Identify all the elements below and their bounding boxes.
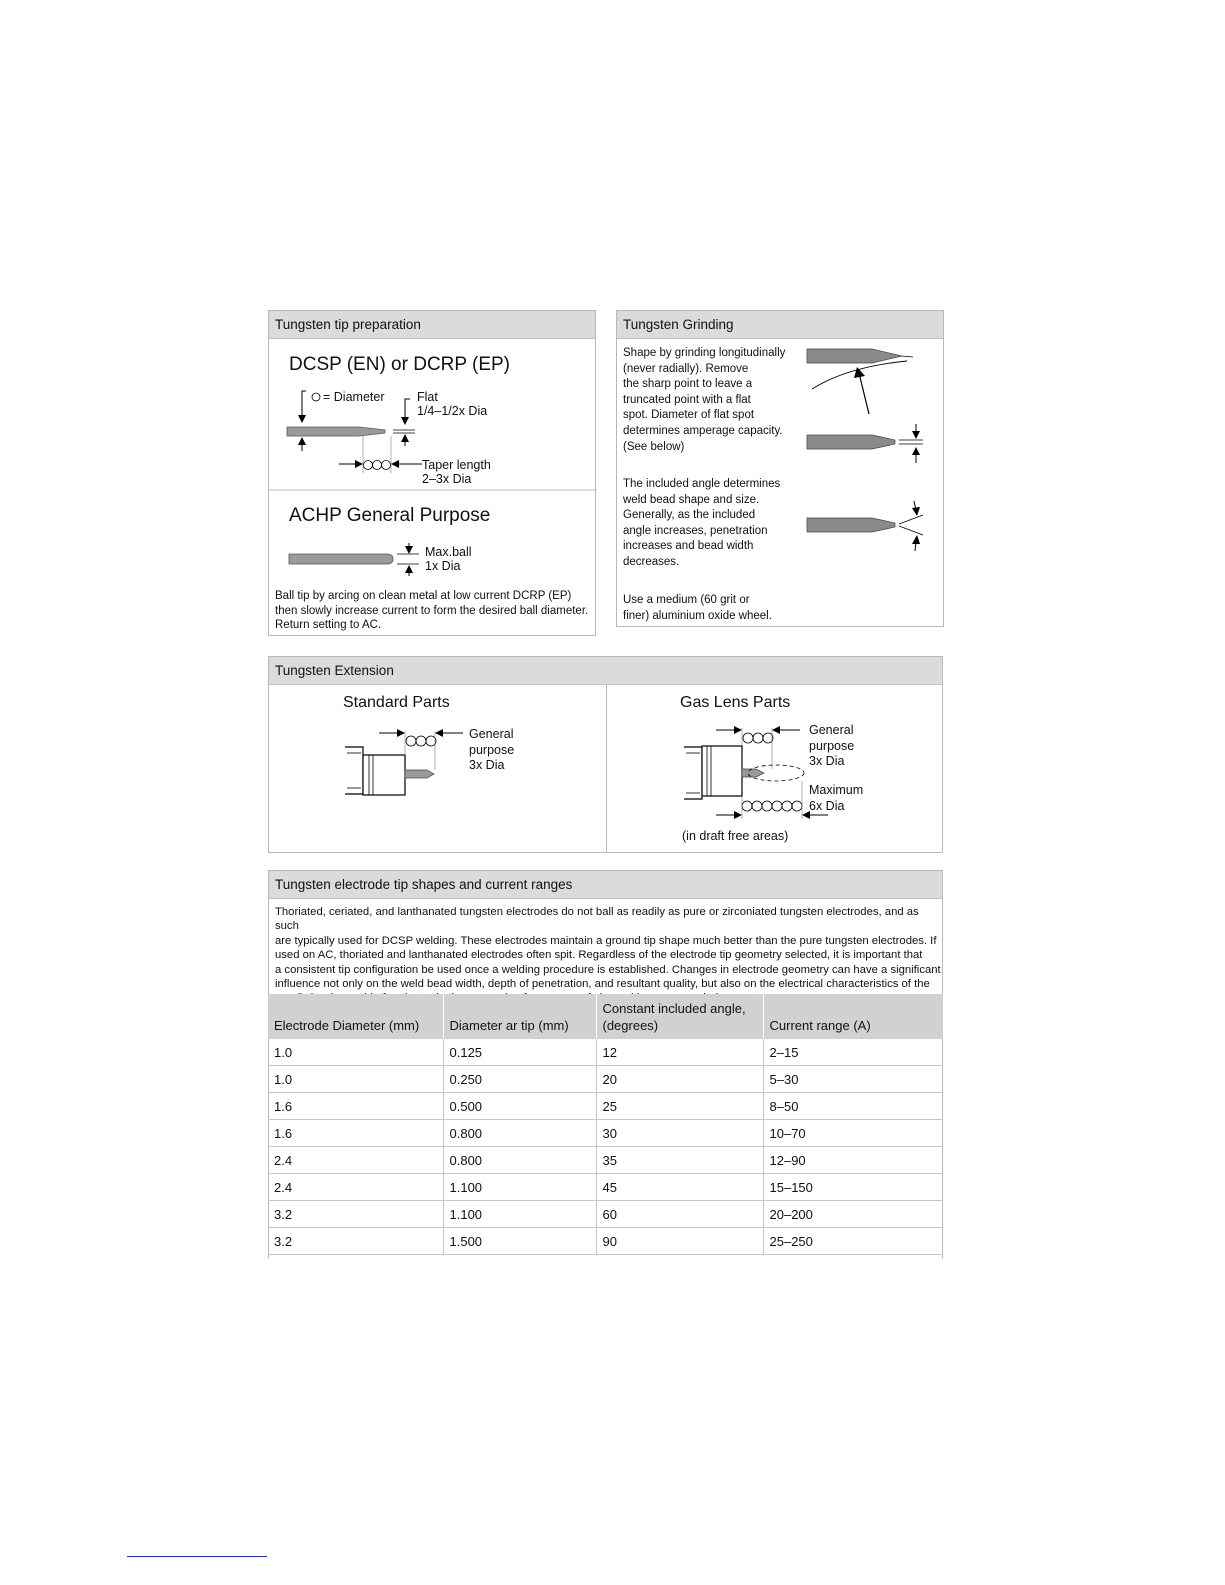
table-row: 2.4 1.100 45 15–150	[268, 1174, 943, 1201]
dcsp-title: DCSP (EN) or DCRP (EP)	[289, 354, 510, 375]
grinding-paragraph-3: Use a medium (60 grit or finer) aluminium oxide wheel.	[623, 594, 772, 622]
grinding-paragraph-1: Shape by grinding longitudinally (never radially). Remove the sharp point to leave a truncated point with a flat spot. Diameter of flat spot determines amperage capacity. (See below)	[623, 347, 786, 453]
ball-tip-note: Ball tip by arcing on clean metal at low current DCRP (EP) then slowly increase current to form the desired ball diameter. Return setting to AC.	[275, 590, 589, 631]
standard-parts-title: Standard Parts	[343, 694, 450, 711]
gas-lens-parts-diagram	[606, 657, 943, 854]
grinding-panel	[616, 310, 944, 627]
extension-panel	[268, 656, 943, 853]
maxball-value: 1x Dia	[425, 559, 461, 573]
grinding-header: Tungsten Grinding	[617, 311, 943, 339]
diameter-label: = Diameter	[323, 390, 385, 404]
tip-preparation-panel	[268, 310, 596, 636]
current-range-table	[268, 994, 943, 1255]
extension-header: Tungsten Extension	[269, 657, 942, 685]
tip-shapes-header: Tungsten electrode tip shapes and current ranges	[269, 871, 942, 899]
standard-parts-diagram	[269, 657, 606, 854]
achp-electrode-diagram	[269, 311, 597, 581]
tip-preparation-header: Tungsten tip preparation	[269, 311, 595, 339]
achp-title: ACHP General Purpose	[289, 505, 491, 526]
taper-label: Taper length	[422, 458, 491, 472]
table-row: 3.2 1.100 60 20–200	[268, 1201, 943, 1228]
col-electrode-diameter: Electrode Diameter (mm)	[268, 994, 443, 1039]
col-included-angle: Constant included angle, (degrees)	[596, 994, 763, 1039]
table-header-row	[268, 994, 943, 1039]
table-row: 1.6 0.500 25 8–50	[268, 1093, 943, 1120]
table-row: 1.6 0.800 30 10–70	[268, 1120, 943, 1147]
table-row: 1.0 0.250 20 5–30	[268, 1066, 943, 1093]
table-row: 2.4 0.800 35 12–90	[268, 1147, 943, 1174]
draft-free-note: (in draft free areas)	[682, 829, 789, 843]
col-diameter-at-tip: Diameter ar tip (mm)	[443, 994, 596, 1039]
grinding-diagrams	[617, 311, 945, 628]
gas-lens-parts-title: Gas Lens Parts	[680, 694, 791, 711]
grinding-paragraph-2: The included angle determines weld bead shape and size. Generally, as the included angle increases, penetration increases and bead width decreases.	[623, 478, 781, 568]
maxball-label: Max.ball	[425, 545, 472, 559]
col-current-range: Current range (A)	[763, 994, 943, 1039]
flat-value: 1/4–1/2x Dia	[417, 404, 488, 418]
table-row: 1.0 0.125 12 2–15	[268, 1039, 943, 1066]
gas-lens-maximum: Maximum 6x Dia	[809, 783, 864, 813]
flat-label: Flat	[417, 390, 438, 404]
standard-general-purpose: General purpose 3x Dia	[469, 727, 515, 772]
gas-lens-general-purpose: General purpose 3x Dia	[809, 723, 855, 768]
footnote-separator	[127, 1556, 267, 1557]
tip-shapes-paragraph: Thoriated, ceriated, and lanthanated tungsten electrodes do not ball as readily as pure or zirconiated tungsten electrodes, and as such are typically used for DCSP welding. These electrodes maintain a ground tip shape much better than the pure tungsten electrodes. If used on AC, thoriated and lanthanated electrodes often spit. Regardless of the electrode tip geometry selected, it is important that a consistent tip configuration be used once a welding procedure is established. Changes in electrode geometry can have a significant influence not only on the weld bead width, depth of penetration, and resultant quality, but also on the electrical characteristics of the	[275, 906, 941, 991]
taper-value: 2–3x Dia	[422, 472, 472, 486]
table-row: 3.2 1.500 90 25–250	[268, 1228, 943, 1255]
